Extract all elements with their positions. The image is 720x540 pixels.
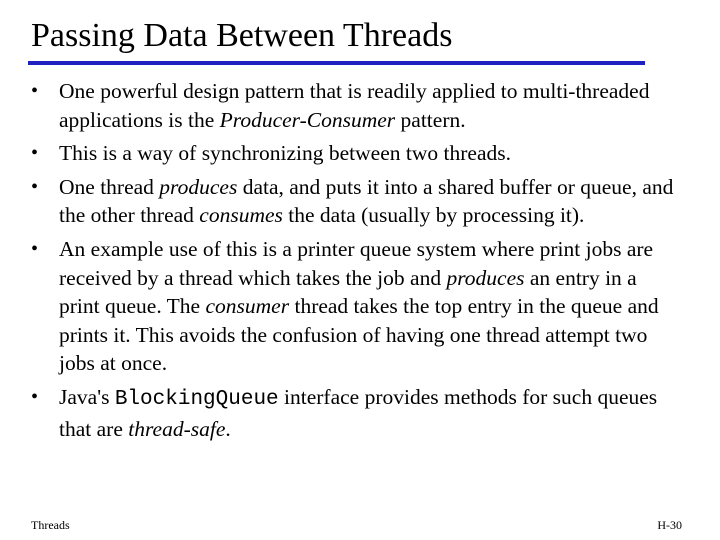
emphasis-text: produces xyxy=(159,174,238,199)
bullet-item xyxy=(31,139,681,168)
bullet-text: . xyxy=(225,416,231,441)
bullet-dot-icon: • xyxy=(31,80,39,102)
title-underline xyxy=(28,61,645,65)
bullet-item xyxy=(31,235,681,378)
page-number: H-30 xyxy=(657,518,682,532)
slide-title: Passing Data Between Threads xyxy=(31,17,453,54)
emphasis-text: consumes xyxy=(199,203,283,228)
emphasis-text: consumer xyxy=(205,294,290,319)
emphasis-text: Producer-Consumer xyxy=(219,107,396,132)
bullet-text: This is a way of synchronizing between two threads. xyxy=(59,141,511,166)
bullet-text: thread takes the top entry in the queue and prints it. This avoids the confusion of having one thread attempt two jobs at once. xyxy=(59,294,659,376)
bullet-item xyxy=(31,77,681,134)
emphasis-text: thread-safe xyxy=(128,416,226,441)
bullet-item xyxy=(31,173,681,230)
bullet-text: One powerful design pattern that is readily applied to multi-threaded applications is the xyxy=(59,79,650,132)
bullet-dot-icon: • xyxy=(31,385,39,408)
bullet-item xyxy=(31,383,681,443)
bullet-text: an entry in a print queue. The xyxy=(59,265,637,319)
bullet-text: An example use of this is a printer queue system where print jobs are received by a thread which takes the job and xyxy=(59,236,654,290)
bullet-dot-icon: • xyxy=(31,237,39,260)
bullet-dot-icon: • xyxy=(31,142,39,165)
bullet-text: interface provides methods for such queues that are xyxy=(59,384,658,441)
bullet-text: Java's xyxy=(59,384,115,409)
bullet-text: One thread xyxy=(59,174,160,199)
bullet-list xyxy=(31,77,681,448)
emphasis-text: produces xyxy=(446,265,525,290)
bullet-text: the data (usually by processing it). xyxy=(282,203,585,228)
bullet-text: data, and puts it into a shared buffer or queue, and the other thread xyxy=(59,174,674,228)
code-text: BlockingQueue xyxy=(114,387,279,411)
footer-label: Threads xyxy=(31,518,70,532)
bullet-dot-icon: • xyxy=(31,175,39,198)
bullet-text: pattern. xyxy=(395,107,466,132)
